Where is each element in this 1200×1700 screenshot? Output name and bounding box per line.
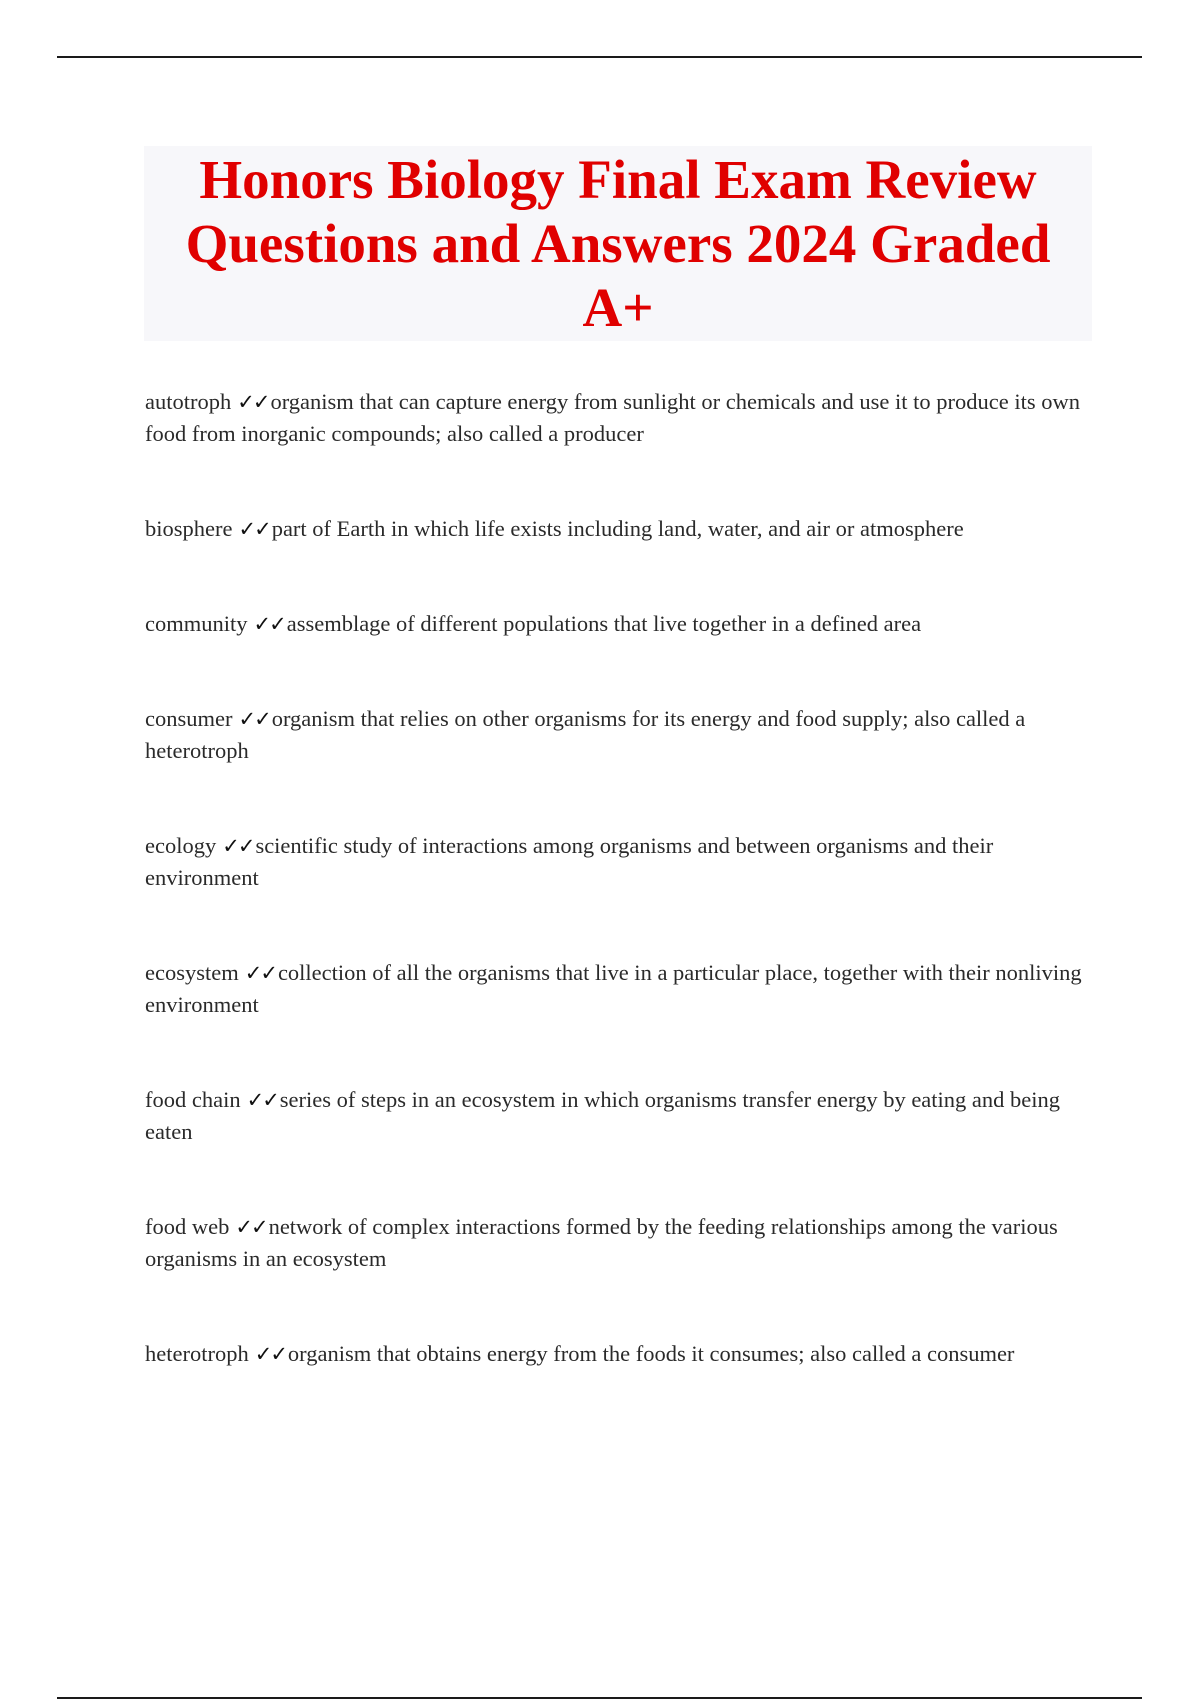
double-check-icon: ✓✓ [246, 1088, 278, 1112]
glossary-entry-ecosystem [145, 957, 1085, 1021]
double-check-icon: ✓✓ [237, 390, 269, 414]
double-check-icon: ✓✓ [238, 517, 270, 541]
top-divider [57, 56, 1142, 58]
bottom-divider [57, 1697, 1142, 1699]
glossary-entry-food-web [145, 1211, 1085, 1275]
entry-definition: part of Earth in which life exists including land, water, and air or atmosphere [271, 516, 964, 541]
glossary-entry-community [145, 608, 1085, 640]
double-check-icon: ✓✓ [244, 961, 276, 985]
entry-definition: scientific study of interactions among organisms and between organisms and their environment [145, 833, 994, 890]
double-check-icon: ✓✓ [238, 707, 270, 731]
document-title: Honors Biology Final Exam Review Questions and Answers 2024 Graded A+ [185, 148, 1051, 338]
entry-definition: assemblage of different populations that live together in a defined area [286, 611, 922, 636]
entry-term: biosphere [145, 516, 233, 541]
glossary-list [145, 386, 1085, 1433]
entry-definition: organism that obtains energy from the foods it consumes; also called a consumer [287, 1341, 1015, 1366]
glossary-entry-ecology [145, 830, 1085, 894]
entry-term: food chain [145, 1087, 241, 1112]
entry-term: food web [145, 1214, 230, 1239]
title-banner [144, 146, 1092, 341]
entry-definition: network of complex interactions formed by the feeding relationships among the various organisms in an ecosystem [145, 1214, 1058, 1271]
double-check-icon: ✓✓ [222, 834, 254, 858]
double-check-icon: ✓✓ [253, 612, 285, 636]
entry-definition: organism that can capture energy from sunlight or chemicals and use it to produce its own food from inorganic compounds; also called a producer [145, 389, 1081, 446]
glossary-entry-food-chain [145, 1084, 1085, 1148]
entry-definition: collection of all the organisms that live in a particular place, together with their nonliving environment [145, 960, 1082, 1017]
entry-definition: organism that relies on other organisms for its energy and food supply; also called a heterotroph [145, 706, 1026, 763]
entry-term: ecosystem [145, 960, 239, 985]
glossary-entry-heterotroph [145, 1338, 1085, 1370]
entry-term: community [145, 611, 248, 636]
double-check-icon: ✓✓ [254, 1342, 286, 1366]
double-check-icon: ✓✓ [235, 1215, 267, 1239]
glossary-entry-autotroph [145, 386, 1085, 450]
glossary-entry-biosphere [145, 513, 1085, 545]
entry-term: heterotroph [145, 1341, 249, 1366]
entry-term: consumer [145, 706, 233, 731]
entry-term: autotroph [145, 389, 232, 414]
entry-definition: series of steps in an ecosystem in which organisms transfer energy by eating and being eaten [145, 1087, 1061, 1144]
glossary-entry-consumer [145, 703, 1085, 767]
entry-term: ecology [145, 833, 217, 858]
